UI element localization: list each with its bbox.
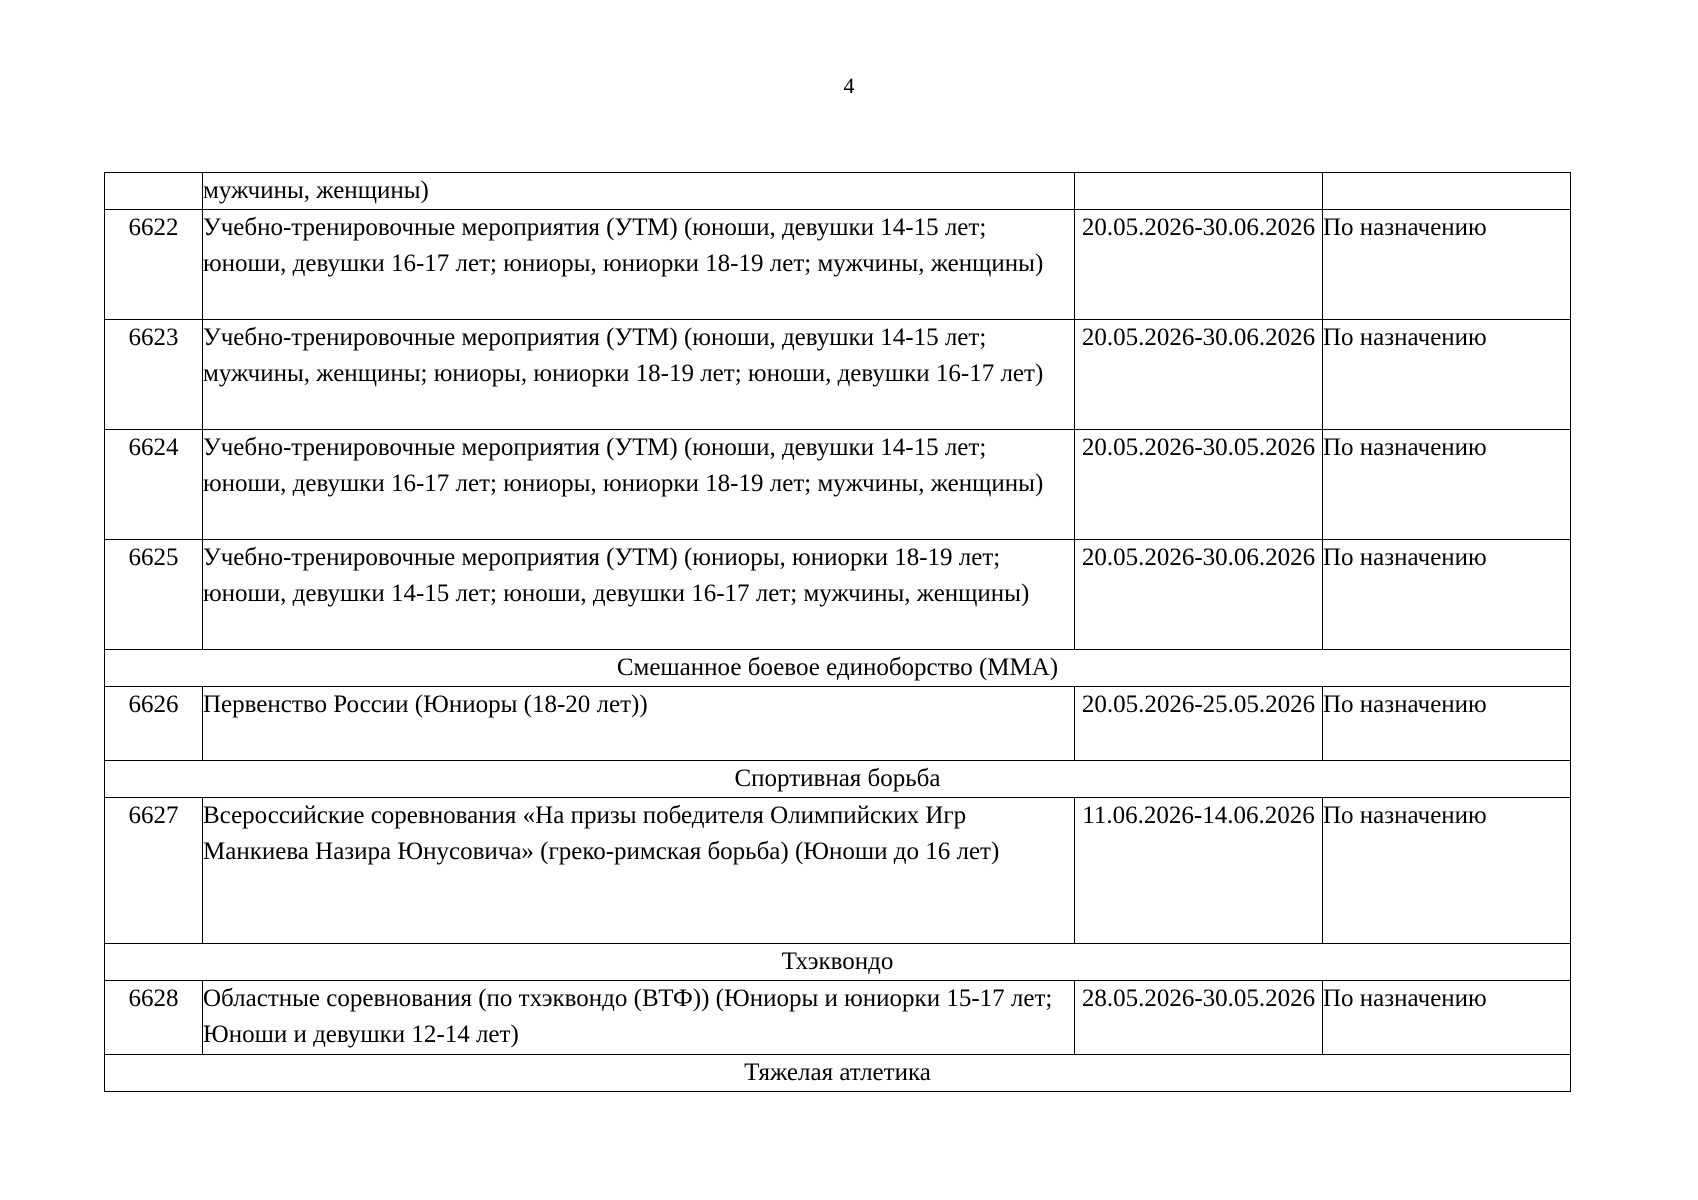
table-row (105, 430, 1571, 540)
table-row (105, 210, 1571, 320)
event-name-cell: мужчины, женщины) (203, 173, 1075, 210)
section-title: Тхэквондо (105, 944, 1571, 981)
event-responsible-cell: По назначению (1323, 320, 1571, 430)
event-number-cell: 6623 (105, 320, 203, 430)
event-number-cell: 6622 (105, 210, 203, 320)
event-name-cell: Учебно-тренировочные мероприятия (УТМ) (юниоры, юниорки 18-19 лет; юноши, девушки 14-15 лет; юноши, девушки 16-17 лет; мужчины, женщины) (203, 540, 1075, 650)
event-date-cell: 28.05.2026-30.05.2026 (1075, 981, 1323, 1055)
table-row (105, 320, 1571, 430)
event-number-cell: 6628 (105, 981, 203, 1055)
table-row (105, 687, 1571, 761)
event-responsible-cell: По назначению (1323, 687, 1571, 761)
event-responsible-cell: По назначению (1323, 540, 1571, 650)
event-date-cell: 20.05.2026-25.05.2026 (1075, 687, 1323, 761)
event-date-cell: 11.06.2026-14.06.2026 (1075, 798, 1323, 944)
event-responsible-cell (1323, 173, 1571, 210)
section-title: Тяжелая атлетика (105, 1055, 1571, 1092)
event-responsible-cell: По назначению (1323, 981, 1571, 1055)
section-title: Спортивная борьба (105, 761, 1571, 798)
event-date-cell: 20.05.2026-30.06.2026 (1075, 540, 1323, 650)
event-name-cell: Первенство России (Юниоры (18-20 лет)) (203, 687, 1075, 761)
event-name-cell: Учебно-тренировочные мероприятия (УТМ) (юноши, девушки 14-15 лет; юноши, девушки 16-17 лет; юниоры, юниорки 18-19 лет; мужчины, женщины) (203, 430, 1075, 540)
section-row (105, 1055, 1571, 1092)
event-date-cell: 20.05.2026-30.05.2026 (1075, 430, 1323, 540)
event-number-cell (105, 173, 203, 210)
event-date-cell (1075, 173, 1323, 210)
event-name-cell: Учебно-тренировочные мероприятия (УТМ) (юноши, девушки 14-15 лет; мужчины, женщины; юниоры, юниорки 18-19 лет; юноши, девушки 16-17 лет) (203, 320, 1075, 430)
section-title: Смешанное боевое единоборство (ММА) (105, 650, 1571, 687)
event-number-cell: 6627 (105, 798, 203, 944)
event-responsible-cell: По назначению (1323, 430, 1571, 540)
event-name-cell: Учебно-тренировочные мероприятия (УТМ) (юноши, девушки 14-15 лет; юноши, девушки 16-17 лет; юниоры, юниорки 18-19 лет; мужчины, женщины) (203, 210, 1075, 320)
table-row (105, 981, 1571, 1055)
section-row (105, 650, 1571, 687)
event-responsible-cell: По назначению (1323, 210, 1571, 320)
table-row (105, 540, 1571, 650)
events-table (104, 172, 1571, 1092)
section-row (105, 944, 1571, 981)
event-name-cell: Областные соревнования (по тхэквондо (ВТФ)) (Юниоры и юниорки 15-17 лет; Юноши и девушки 12-14 лет) (203, 981, 1075, 1055)
event-name-cell: Всероссийские соревнования «На призы победителя Олимпийских Игр Манкиева Назира Юнусовича» (греко-римская борьба) (Юноши до 16 лет) (203, 798, 1075, 944)
page-number: 4 (843, 73, 855, 98)
event-number-cell: 6625 (105, 540, 203, 650)
table-row (105, 798, 1571, 944)
event-date-cell: 20.05.2026-30.06.2026 (1075, 210, 1323, 320)
event-responsible-cell: По назначению (1323, 798, 1571, 944)
event-date-cell: 20.05.2026-30.06.2026 (1075, 320, 1323, 430)
section-row (105, 761, 1571, 798)
event-number-cell: 6624 (105, 430, 203, 540)
event-number-cell: 6626 (105, 687, 203, 761)
table-row-continuation (105, 173, 1571, 210)
